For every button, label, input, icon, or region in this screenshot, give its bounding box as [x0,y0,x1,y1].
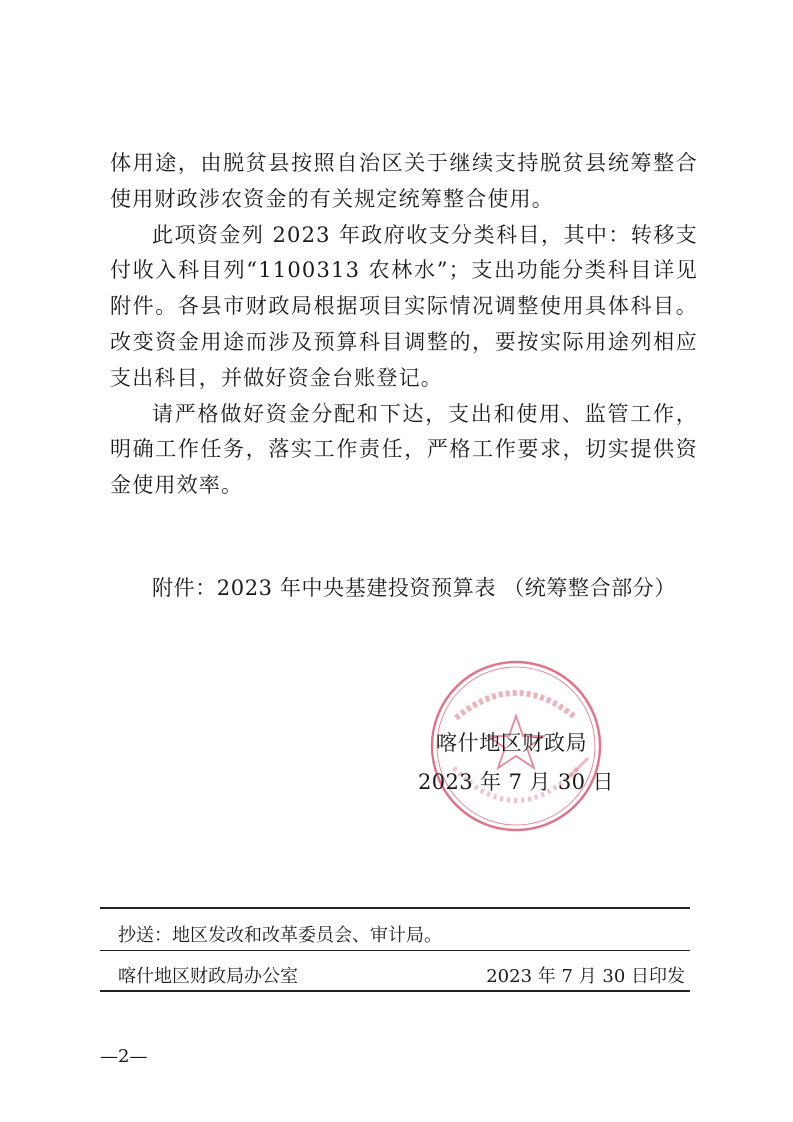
footer-rule-middle [100,950,690,951]
issuer-name: 喀什地区财政局 [436,731,588,755]
footer-rule-bottom [100,990,690,992]
print-date: 2023 年 7 月 30 日印发 [486,966,685,987]
issue-date: 2023 年 7 月 30 日 [418,770,614,794]
paragraph-2: 此项资金列 2023 年政府收支分类科目，其中：转移支付收入科目列“1100313 农林水”；支出功能分类科目详见附件。各县市财政局根据项目实际情况调整使用具体科目。改变资金用途而涉及预算科目调整的，要按实际用途列相应支出科目，并做好资金台账登记。 [110,222,698,390]
issuing-office: 喀什地区财政局办公室 [118,966,298,987]
paragraph-3: 请严格做好资金分配和下达，支出和使用、监管工作，明确工作任务，落实工作责任，严格工作要求，切实提供资金使用效率。 [110,401,698,498]
paragraph-1: 体用途，由脱贫县按照自治区关于继续支持脱贫县统筹整合使用财政涉农资金的有关规定统筹整合使用。 [110,151,698,211]
cc-line: 抄送：地区发改和改革委员会、审计局。 [118,925,442,946]
body-text [110,146,698,504]
footer-rule-top [100,907,690,909]
page-number: —2— [100,1046,148,1067]
attachment-line: 附件：2023 年中央基建投资预算表 （统筹整合部分） [152,576,676,600]
